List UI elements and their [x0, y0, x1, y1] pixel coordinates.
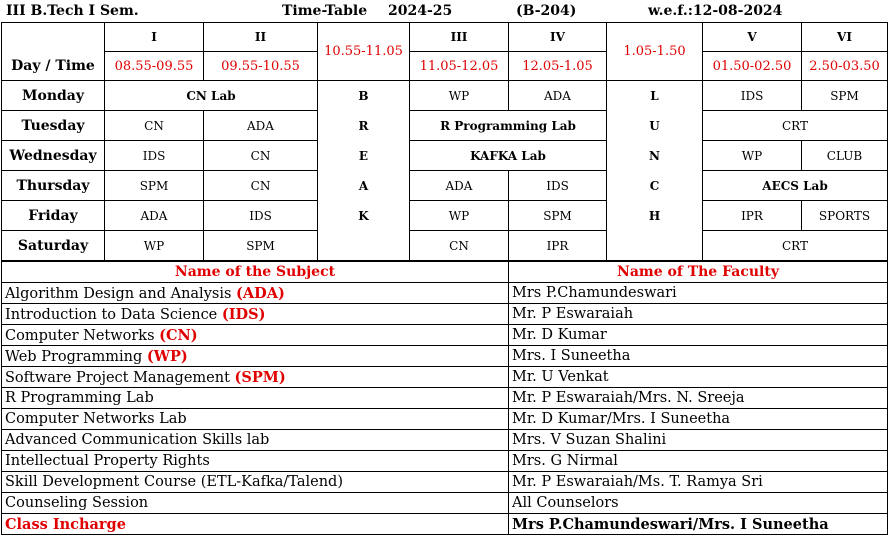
subject-name: Intellectual Property Rights — [2, 451, 509, 472]
class-incharge-name: Mrs P.Chamundeswari/Mrs. I Suneetha — [509, 514, 888, 535]
lunch-letter: C — [607, 171, 703, 201]
class-cell: IDS — [703, 81, 802, 111]
day-row-tuesday — [2, 111, 888, 141]
class-cell: SPM — [802, 81, 888, 111]
break-letter: E — [318, 141, 410, 171]
subject-row — [2, 346, 888, 367]
break-time: 10.55-11.05 — [318, 23, 410, 81]
subject-column-header: Name of the Subject — [2, 262, 509, 283]
period-4-time: 12.05-1.05 — [509, 52, 607, 81]
class-cell: IPR — [703, 201, 802, 231]
faculty-name: All Counselors — [509, 493, 888, 514]
subject-abbr: (SPM) — [234, 368, 286, 386]
day-label: Friday — [2, 201, 105, 231]
faculty-name: Mrs P.Chamundeswari — [509, 283, 888, 304]
day-row-saturday — [2, 231, 888, 261]
lunch-letter: N — [607, 141, 703, 171]
period-5-number: V — [703, 23, 802, 52]
period-3-time: 11.05-12.05 — [410, 52, 509, 81]
timetable-header — [0, 0, 888, 22]
title-label: Time-Table — [282, 3, 368, 19]
class-cell: CRT — [703, 231, 888, 261]
subject-row — [2, 430, 888, 451]
class-cell: CLUB — [802, 141, 888, 171]
lunch-letter: L — [607, 81, 703, 111]
class-cell: KAFKA Lab — [410, 141, 607, 171]
class-cell: ADA — [509, 81, 607, 111]
class-cell: IDS — [509, 171, 607, 201]
class-cell: SPORTS — [802, 201, 888, 231]
class-cell: CN — [204, 171, 318, 201]
period-6-time: 2.50-03.50 — [802, 52, 888, 81]
subject-name: Introduction to Data Science — [5, 306, 218, 323]
faculty-name: Mrs. V Suzan Shalini — [509, 430, 888, 451]
subject-name: Computer Networks Lab — [2, 409, 509, 430]
room-number: (B-204) — [516, 3, 577, 19]
period-5-time: 01.50-02.50 — [703, 52, 802, 81]
faculty-name: Mr. P Eswaraiah/Ms. T. Ramya Sri — [509, 472, 888, 493]
lunch-letter: U — [607, 111, 703, 141]
academic-year: 2024-25 — [388, 3, 453, 19]
class-cell: CRT — [703, 111, 888, 141]
break-letter: R — [318, 111, 410, 141]
period-1-time: 08.55-09.55 — [105, 52, 204, 81]
day-label: Wednesday — [2, 141, 105, 171]
subject-name: Software Project Management — [5, 369, 230, 386]
period-6-number: VI — [802, 23, 888, 52]
semester-label: III B.Tech I Sem. — [6, 3, 139, 19]
day-row-friday — [2, 201, 888, 231]
class-cell: SPM — [509, 201, 607, 231]
subject-name: Skill Development Course (ETL-Kafka/Talend) — [2, 472, 509, 493]
day-label: Saturday — [2, 231, 105, 261]
day-label: Monday — [2, 81, 105, 111]
faculty-name: Mrs. I Suneetha — [509, 346, 888, 367]
subject-name: Algorithm Design and Analysis — [5, 285, 232, 302]
subject-row — [2, 472, 888, 493]
faculty-name: Mr. U Venkat — [509, 367, 888, 388]
faculty-column-header: Name of The Faculty — [509, 262, 888, 283]
break-letter: A — [318, 171, 410, 201]
period-2-time: 09.55-10.55 — [204, 52, 318, 81]
class-cell: WP — [410, 201, 509, 231]
period-1-number: I — [105, 23, 204, 52]
subject-row — [2, 409, 888, 430]
faculty-name: Mr. P Eswaraiah — [509, 304, 888, 325]
lunch-letter: H — [607, 201, 703, 231]
break-letter: K — [318, 201, 410, 231]
class-cell: AECS Lab — [703, 171, 888, 201]
subject-table-header — [2, 262, 888, 283]
class-cell: CN — [410, 231, 509, 261]
period-4-number: IV — [509, 23, 607, 52]
class-incharge-row — [2, 514, 888, 535]
subject-name: Web Programming — [5, 348, 143, 365]
period-number-row — [2, 23, 888, 52]
effective-date: w.e.f.:12-08-2024 — [648, 3, 783, 19]
period-2-number: II — [204, 23, 318, 52]
faculty-name: Mr. D Kumar/Mrs. I Suneetha — [509, 409, 888, 430]
day-time-label: Day / Time — [2, 52, 105, 81]
class-cell: WP — [410, 81, 509, 111]
day-label: Thursday — [2, 171, 105, 201]
subject-row — [2, 388, 888, 409]
subject-row — [2, 283, 888, 304]
subject-abbr: (IDS) — [221, 305, 266, 323]
class-cell: IDS — [204, 201, 318, 231]
day-row-monday — [2, 81, 888, 111]
faculty-name: Mrs. G Nirmal — [509, 451, 888, 472]
period-3-number: III — [410, 23, 509, 52]
class-cell: ADA — [204, 111, 318, 141]
subject-name: Counseling Session — [2, 493, 509, 514]
class-cell: ADA — [105, 201, 204, 231]
class-incharge-label: Class Incharge — [2, 514, 509, 535]
day-row-thursday — [2, 171, 888, 201]
subject-row — [2, 325, 888, 346]
subject-name: Advanced Communication Skills lab — [2, 430, 509, 451]
day-row-wednesday — [2, 141, 888, 171]
faculty-name: Mr. D Kumar — [509, 325, 888, 346]
subject-row — [2, 493, 888, 514]
subject-row — [2, 367, 888, 388]
class-cell: WP — [105, 231, 204, 261]
lunch-time: 1.05-1.50 — [607, 23, 703, 81]
period-time-row — [2, 52, 888, 81]
subject-row — [2, 304, 888, 325]
subject-faculty-table — [1, 261, 888, 535]
break-letter: B — [318, 81, 410, 111]
class-cell: SPM — [105, 171, 204, 201]
subject-abbr: (ADA) — [236, 284, 285, 302]
class-cell: IPR — [509, 231, 607, 261]
class-cell: CN Lab — [105, 81, 318, 111]
day-label: Tuesday — [2, 111, 105, 141]
subject-name: Computer Networks — [5, 327, 155, 344]
class-cell: WP — [703, 141, 802, 171]
subject-row — [2, 451, 888, 472]
faculty-name: Mr. P Eswaraiah/Mrs. N. Sreeja — [509, 388, 888, 409]
timetable-grid — [1, 22, 888, 261]
class-cell: CN — [105, 111, 204, 141]
subject-name: R Programming Lab — [2, 388, 509, 409]
subject-abbr: (WP) — [146, 347, 188, 365]
class-cell: CN — [204, 141, 318, 171]
class-cell: SPM — [204, 231, 318, 261]
subject-abbr: (CN) — [159, 326, 198, 344]
class-cell: IDS — [105, 141, 204, 171]
class-cell: R Programming Lab — [410, 111, 607, 141]
class-cell: ADA — [410, 171, 509, 201]
